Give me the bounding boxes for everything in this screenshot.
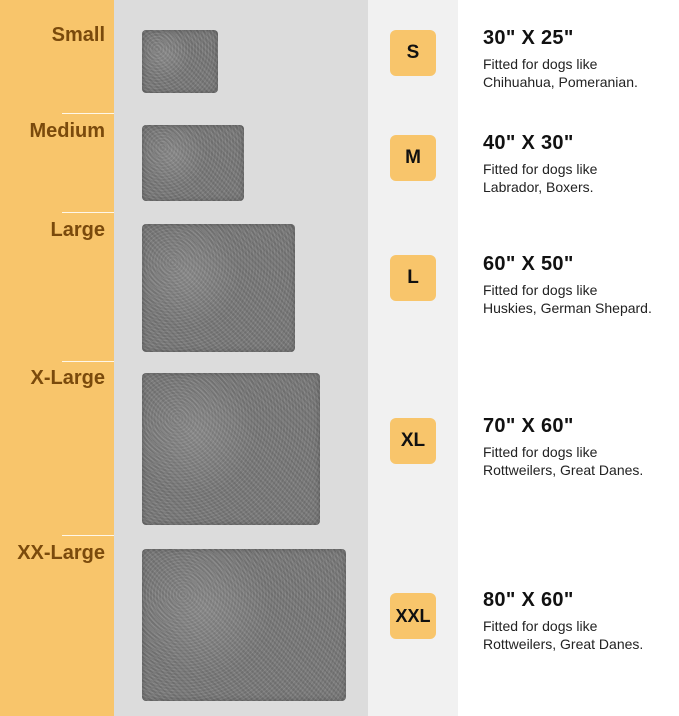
size-label-xx-large: XX-Large [17,542,105,564]
size-info-large [483,253,679,317]
label-divider [62,535,114,536]
fit-line: Fitted for dogs like [483,618,598,634]
fit-description [483,55,679,91]
label-divider [62,361,114,362]
size-badge-m: M [390,135,436,181]
size-label-x-large: X-Large [30,367,105,389]
size-label-column [0,0,114,716]
mat-image-small [142,30,218,93]
fit-line: Fitted for dogs like [483,56,598,72]
size-label-medium: Medium [29,120,105,142]
label-divider [62,212,114,213]
size-badge-l: L [390,255,436,301]
dimensions: 40" X 30" [483,132,574,154]
fit-description [483,160,679,196]
fit-line: Fitted for dogs like [483,282,598,298]
fit-description [483,617,679,653]
dimensions: 30" X 25" [483,27,574,49]
size-info-medium [483,132,679,196]
mat-image-large [142,224,295,352]
dimensions: 80" X 60" [483,589,574,611]
mat-image-xx-large [142,549,346,701]
size-info-xx-large [483,589,679,653]
dimensions: 70" X 60" [483,415,574,437]
size-label-small: Small [51,24,105,46]
label-divider [62,113,114,114]
dimensions: 60" X 50" [483,253,574,275]
mat-image-x-large [142,373,320,525]
size-info-x-large [483,415,679,479]
size-info-small [483,27,679,91]
size-badge-xl: XL [390,418,436,464]
fit-breeds: Labrador, Boxers. [483,179,594,195]
size-label-large: Large [50,219,105,241]
fit-line: Fitted for dogs like [483,161,598,177]
fit-description [483,281,679,317]
fit-breeds: Rottweilers, Great Danes. [483,636,644,652]
fit-breeds: Rottweilers, Great Danes. [483,462,644,478]
mat-image-medium [142,125,244,201]
size-badge-xxl: XXL [390,593,436,639]
size-badge-s: S [390,30,436,76]
fit-description [483,443,679,479]
fit-line: Fitted for dogs like [483,444,598,460]
fit-breeds: Chihuahua, Pomeranian. [483,74,638,90]
fit-breeds: Huskies, German Shepard. [483,300,652,316]
